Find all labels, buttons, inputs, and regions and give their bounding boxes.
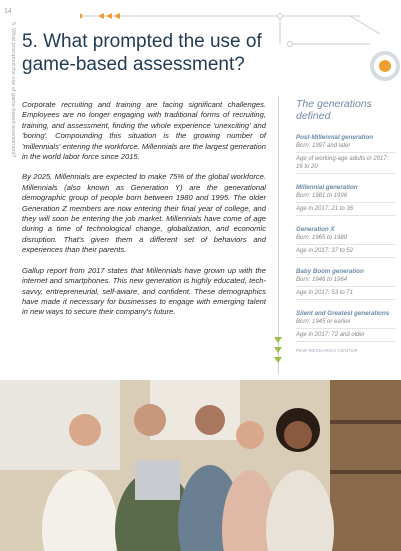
node-dot (80, 14, 83, 19)
generation-age: Age of working-age adults in 2017: 16 to 20 (296, 155, 396, 174)
generation-name: Generation X (296, 226, 335, 233)
laptop (135, 460, 180, 500)
generation-born: Born: 1965 to 1980 (296, 234, 396, 245)
generations-title: The generations defined (296, 98, 372, 122)
generations-sidebar (296, 98, 396, 353)
generation-age: Age in 2017: 37 to 52 (296, 247, 396, 258)
generation-name: Millennial generation (296, 184, 358, 191)
generation-item (296, 310, 396, 342)
arrow-dots (98, 13, 120, 19)
person-face (284, 421, 312, 449)
node-dot (288, 42, 293, 47)
generation-born: Born: 1946 to 1964 (296, 276, 396, 287)
generation-name: Post-Millennial generation (296, 134, 374, 141)
person-head (236, 421, 264, 449)
person-head (134, 404, 166, 436)
generation-age: Age in 2017: 72 and older (296, 331, 396, 342)
chevron-down-icon (274, 346, 282, 354)
generation-item (296, 184, 396, 216)
gear-icon-core (379, 60, 391, 72)
chevron-down-icon (274, 336, 282, 344)
paragraph: Corporate recruiting and training are facing significant challenges. Employees are no longer engaging with traditional forms of recruiting, training, and assessment, finding the whole experience 'unexciting' and 'boring'. Compounding this situation is the growing number of 'millennials' entering the workforce. Millennials are the largest generation in the world labor force since 2015. (22, 100, 266, 162)
side-caption: 5. What prompted the use of game-based assessment? (10, 22, 16, 158)
team-photo (0, 380, 401, 551)
node-dot (278, 14, 283, 19)
generation-born: Born: 1981 to 1996 (296, 192, 396, 203)
generation-age: Age in 2017: 21 to 36 (296, 205, 396, 216)
window-light (150, 380, 240, 440)
person-head (69, 414, 101, 446)
page-number: 14 (4, 8, 12, 15)
body-text (22, 100, 266, 328)
generation-item (296, 134, 396, 174)
generation-item (296, 268, 396, 300)
paragraph: By 2025, Millennials are expected to make 75% of the global workforce. Millennials (also known as Generation Y) are the generational demographic group of people born between 1980 and 1995. The older Generation Z members are now entering their final year of college, and they will soon be entering the job market. Millennials have come of age during a time of technological change, globalization, and economic disruption. That's given them a different set of behaviors and experiences than their parents. (22, 172, 266, 255)
shelf-board (330, 470, 401, 474)
generation-born: Born: 1945 or earlier (296, 318, 396, 329)
generation-age: Age in 2017: 53 to 71 (296, 289, 396, 300)
generation-name: Baby Boom generation (296, 268, 364, 275)
window-light (0, 380, 120, 470)
generation-born: Born: 1997 and later (296, 142, 396, 153)
shelf (330, 380, 401, 551)
shelf-board (330, 420, 401, 424)
sidebar-divider (278, 96, 279, 374)
generation-item (296, 226, 396, 258)
page-title: 5. What prompted the use of game-based assessment? (22, 31, 262, 75)
generation-name: Silent and Greatest generations (296, 310, 390, 317)
chevron-down-icon (274, 356, 282, 364)
paragraph: Gallup report from 2017 states that Millennials have grown up with the internet and smartphones. This new generation is highly educated, tech-savvy, entrepreneurial, self-aware, and confident. These demographics have made it necessary for businesses to engage with emerging talent in new ways to secure their company's future. (22, 265, 266, 317)
source-credit: PEW RESEARCH CENTER (296, 348, 358, 353)
person-head (195, 405, 225, 435)
